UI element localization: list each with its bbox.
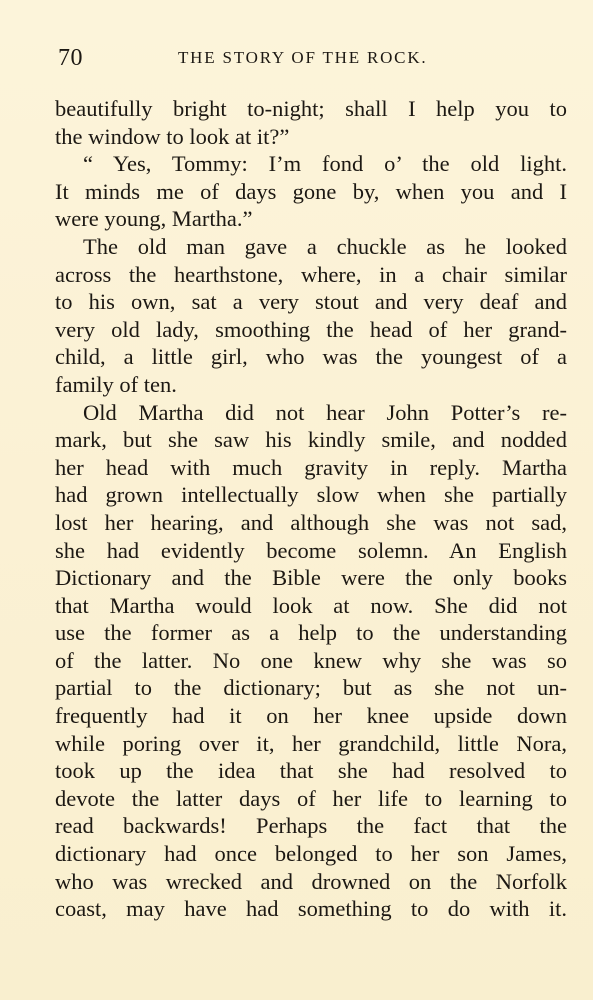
page-header <box>58 42 566 74</box>
text-line: coast, may have had something to do with it. <box>55 896 567 922</box>
text-line: Old Martha did not hear John Potter’s re- <box>83 399 567 425</box>
text-line: mark, but she saw his kindly smile, and nodded <box>55 427 567 453</box>
text-line: read backwards! Perhaps the fact that the <box>55 813 567 839</box>
text-line: “ Yes, Tommy: I’m fond o’ the old light. <box>83 151 567 177</box>
text-line: took up the idea that she had resolved to <box>55 758 567 784</box>
text-line: partial to the dictionary; but as she not un- <box>55 675 567 701</box>
text-line: family of ten. <box>55 371 177 397</box>
text-line: were young, Martha.” <box>55 206 253 232</box>
text-line: devote the latter days of her life to learning to <box>55 785 567 811</box>
text-line: beautifully bright to-night; shall I help you to <box>55 96 567 121</box>
text-line: of the latter. No one knew why she was so <box>55 647 567 673</box>
text-line: child, a little girl, who was the youngest of a <box>55 344 567 370</box>
text-line: very old lady, smoothing the head of her grand- <box>55 316 567 342</box>
text-line: use the former as a help to the understanding <box>55 620 567 646</box>
text-line: who was wrecked and drowned on the Norfolk <box>55 868 567 894</box>
text-line: frequently had it on her knee upside down <box>55 703 567 729</box>
text-line: It minds me of days gone by, when you and I <box>55 178 567 204</box>
text-line: the window to look at it?” <box>55 123 290 149</box>
text-line: while poring over it, her grandchild, little Nora, <box>55 730 567 756</box>
text-line: across the hearthstone, where, in a chair similar <box>55 261 567 287</box>
text-line: lost her hearing, and although she was not sad, <box>55 509 567 535</box>
text-line: that Martha would look at now. She did not <box>55 592 567 618</box>
page-number: 70 <box>58 45 83 71</box>
running-title: THE STORY OF THE ROCK. <box>178 48 428 67</box>
text-line: she had evidently become solemn. An English <box>55 537 567 563</box>
text-line: had grown intellectually slow when she partially <box>55 482 567 508</box>
body-text <box>55 95 567 923</box>
text-line: her head with much gravity in reply. Martha <box>55 454 567 480</box>
text-line: dictionary had once belonged to her son James, <box>55 841 567 867</box>
text-line: to his own, sat a very stout and very deaf and <box>55 289 567 315</box>
text-line: Dictionary and the Bible were the only books <box>55 565 567 591</box>
text-line: The old man gave a chuckle as he looked <box>83 233 567 259</box>
